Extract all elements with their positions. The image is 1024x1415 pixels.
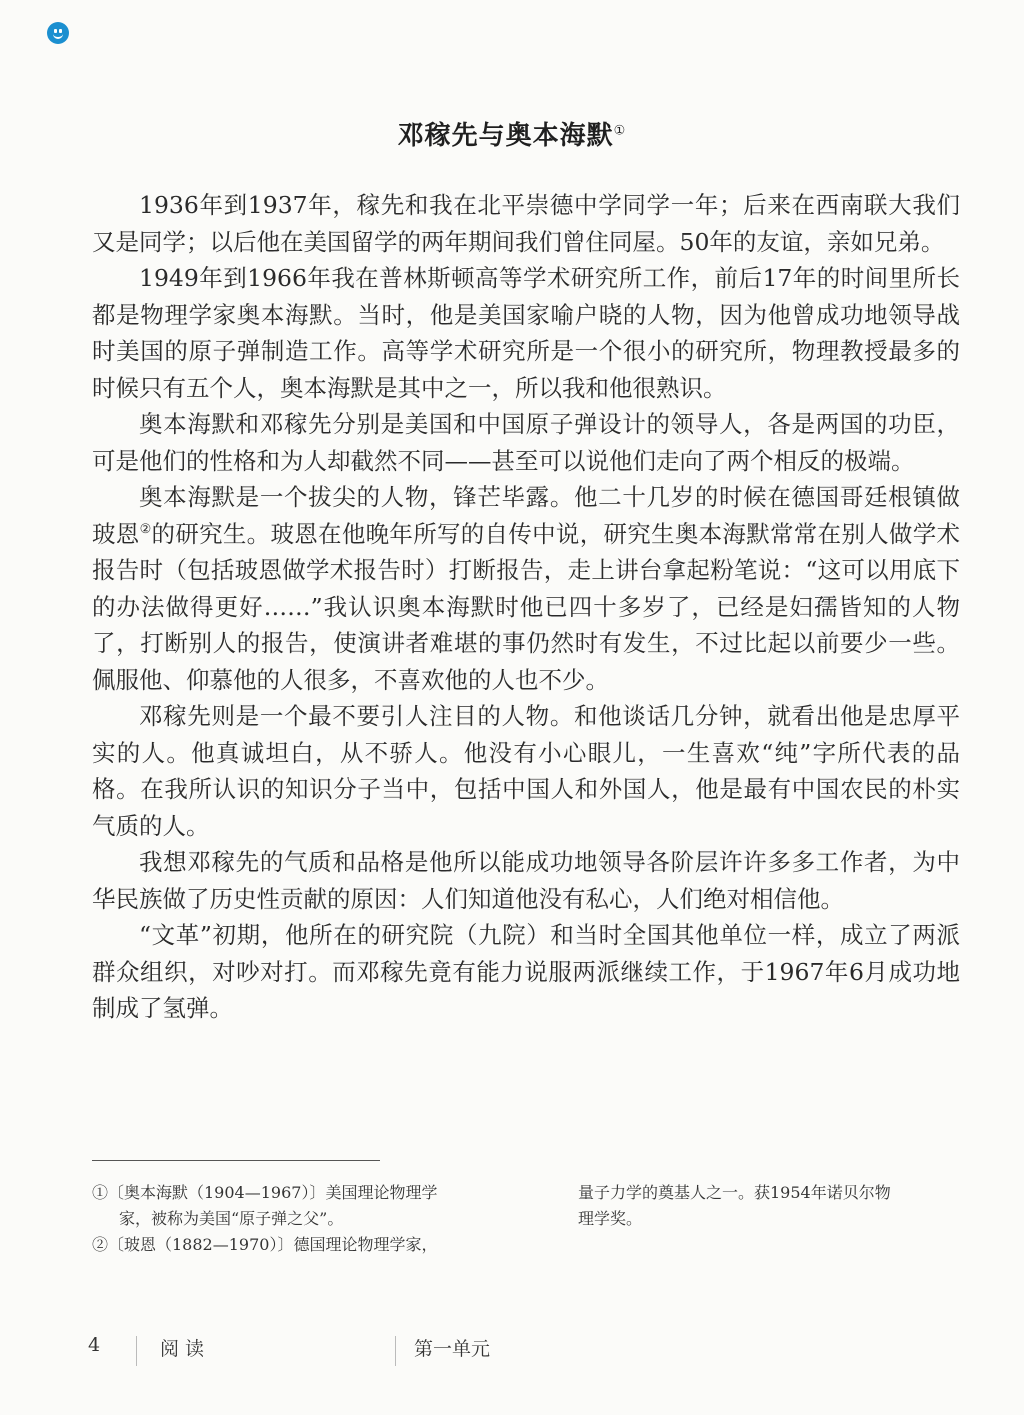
smiley-icon xyxy=(47,22,69,44)
page-title: 邓稼先与奥本海默① xyxy=(397,121,627,151)
footer-separator xyxy=(136,1336,137,1366)
footnote-divider xyxy=(92,1160,380,1161)
footnote-mark-2: ② xyxy=(139,521,152,537)
paragraph-5: 邓稼先则是一个最不要引人注目的人物。和他谈话几分钟，就看出他是忠厚平实的人。他真诚坦白，从不骄人。他没有小心眼儿，一生喜欢“纯”字所代表的品格。在我所认识的知识分子当中，包括中国人和外国人，他是最有中国农民的朴实气质的人。 xyxy=(92,702,960,840)
footnotes-right xyxy=(578,1180,963,1232)
paragraph-3: 奥本海默和邓稼先分别是美国和中国原子弹设计的领导人，各是两国的功臣，可是他们的性格和为人却截然不同——甚至可以说他们走向了两个相反的极端。 xyxy=(92,410,960,475)
footnote-1-line-2: 家，被称为美国“原子弹之父”。 xyxy=(119,1209,344,1228)
footnotes-left xyxy=(92,1180,512,1258)
footnote-2-line-3: 理学奖。 xyxy=(578,1209,643,1228)
paragraph-1: 1936年到1937年，稼先和我在北平崇德中学同学一年；后来在西南联大我们又是同学；以后他在美国留学的两年期间我们曾住同屋。50年的友谊，亲如兄弟。 xyxy=(92,191,960,256)
paragraph-6: 我想邓稼先的气质和品格是他所以能成功地领导各阶层许许多多工作者，为中华民族做了历史性贡献的原因：人们知道他没有私心，人们绝对相信他。 xyxy=(92,848,960,913)
footer-section: 阅读 xyxy=(160,1338,211,1360)
article-body xyxy=(92,187,960,1027)
footnote-2-line-1: ②〔玻恩（1882—1970）〕德国理论物理学家， xyxy=(92,1235,438,1254)
footnote-1-line-1: ①〔奥本海默（1904—1967）〕美国理论物理学 xyxy=(92,1183,438,1202)
paragraph-4: 奥本海默是一个拔尖的人物，锋芒毕露。他二十几岁的时候在德国哥廷根镇做玻恩②的研究生。玻恩在他晚年所写的自传中说，研究生奥本海默常常在别人做学术报告时（包括玻恩做学术报告时）打断报告，走上讲台拿起粉笔说：“这可以用底下的办法做得更好……”我认识奥本海默时他已四十多岁了，已经是妇孺皆知的人物了，打断别人的报告，使演讲者难堪的事仍然时有发生，不过比起以前要少一些。佩服他、仰慕他的人很多，不喜欢他的人也不少。 xyxy=(92,483,961,694)
page-number: 4 xyxy=(88,1334,101,1356)
paragraph-2: 1949年到1966年我在普林斯顿高等学术研究所工作，前后17年的时间里所长都是物理学家奥本海默。当时，他是美国家喻户晓的人物，因为他曾成功地领导战时美国的原子弹制造工作。高等学术研究所是一个很小的研究所，物理教授最多的时候只有五个人，奥本海默是其中之一，所以我和他很熟识。 xyxy=(92,264,960,402)
paragraph-7: “文革”初期，他所在的研究院（九院）和当时全国其他单位一样，成立了两派群众组织，对吵对打。而邓稼先竟有能力说服两派继续工作，于1967年6月成功地制成了氢弹。 xyxy=(92,921,960,1022)
footer-separator xyxy=(395,1336,396,1366)
footer-unit: 第一单元 xyxy=(414,1338,491,1360)
footnote-2-line-2: 量子力学的奠基人之一。获1954年诺贝尔物 xyxy=(578,1183,891,1202)
title-footnote-mark: ① xyxy=(613,123,627,139)
